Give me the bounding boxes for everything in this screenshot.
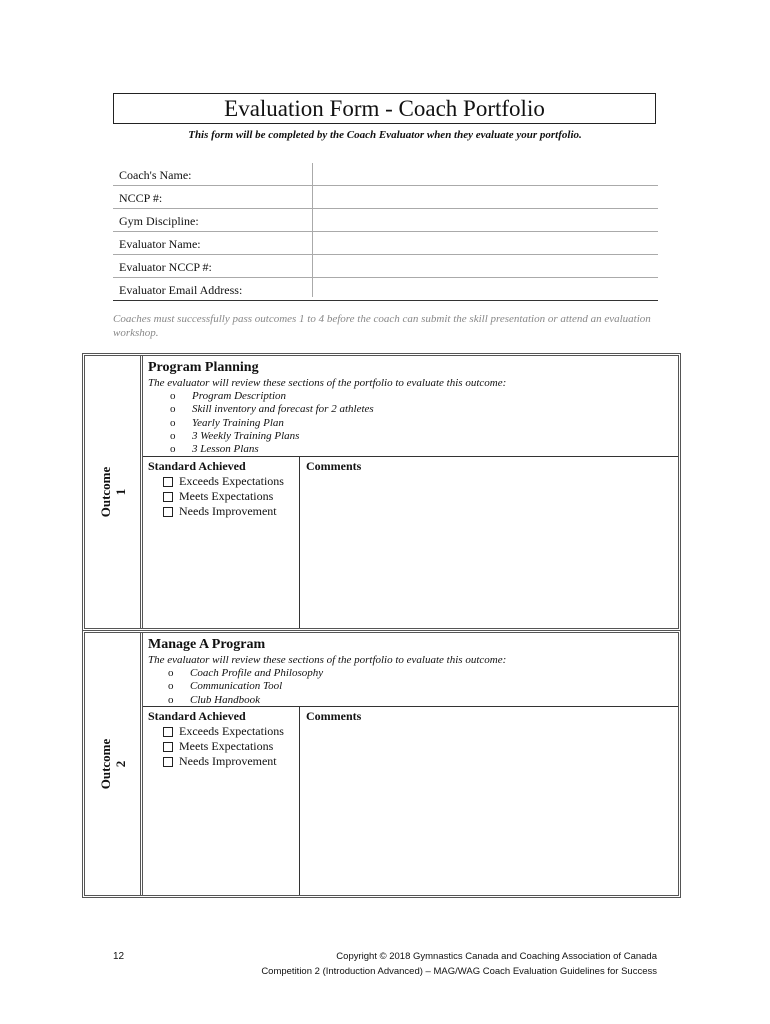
outcome-1-label xyxy=(98,467,128,518)
outcome-2-side xyxy=(85,633,143,895)
evaluator-nccp-label: Evaluator NCCP #: xyxy=(119,260,212,274)
page-number: 12 xyxy=(113,951,125,962)
outcome-1-title: Program Planning xyxy=(148,360,259,375)
item-text: Skill inventory and forecast for 2 athletes xyxy=(192,403,374,416)
option-needs-improvement[interactable] xyxy=(163,754,289,769)
list-item xyxy=(170,403,374,416)
item-text: 3 Lesson Plans xyxy=(192,443,259,456)
bullet-marker: o xyxy=(168,693,174,706)
outcome-2-column-divider xyxy=(299,706,300,895)
checkbox-icon[interactable] xyxy=(163,757,173,767)
item-text: 3 Weekly Training Plans xyxy=(192,429,300,442)
outcome-1-comments-label: Comments xyxy=(306,459,362,473)
option-meets[interactable] xyxy=(163,739,289,754)
option-label: Meets Expectations xyxy=(179,739,274,753)
list-item xyxy=(170,417,374,430)
coach-name-row[interactable] xyxy=(113,163,658,186)
outcome-2-title: Manage A Program xyxy=(148,637,266,652)
info-column-divider xyxy=(312,163,313,297)
bullet-marker: o xyxy=(170,416,176,429)
outcome-1-standard-options xyxy=(163,474,289,519)
outcome-1-column-divider xyxy=(299,456,300,628)
outcome-2-items xyxy=(168,667,323,707)
option-needs-improvement[interactable] xyxy=(163,504,289,519)
bullet-marker: o xyxy=(170,443,176,456)
outcome-2-section xyxy=(82,630,681,898)
outcome-2-standard-options xyxy=(163,724,289,769)
gym-discipline-label: Gym Discipline: xyxy=(119,214,199,228)
option-meets[interactable] xyxy=(163,489,289,504)
outcome-2-number: 2 xyxy=(112,760,128,768)
outcome-1-items xyxy=(170,390,374,456)
option-label: Meets Expectations xyxy=(179,489,274,503)
checkbox-icon[interactable] xyxy=(163,477,173,487)
bullet-marker: o xyxy=(170,429,176,442)
option-label: Needs Improvement xyxy=(179,754,277,768)
form-subtitle: This form will be completed by the Coach Evaluator when they evaluate your portfolio. xyxy=(188,129,582,141)
copyright-text: Copyright © 2018 Gymnastics Canada and Coaching Association of Canada xyxy=(336,951,657,962)
option-label: Exceeds Expectations xyxy=(179,474,284,488)
item-text: Club Handbook xyxy=(190,693,260,706)
outcome-1-label-text: Outcome xyxy=(97,466,113,518)
outcome-2-description: The evaluator will review these sections of the portfolio to evaluate this outcome: xyxy=(148,654,507,666)
checkbox-icon[interactable] xyxy=(163,492,173,502)
nccp-row[interactable] xyxy=(113,186,658,209)
option-exceeds[interactable] xyxy=(163,724,289,739)
page-title: Evaluation Form - Coach Portfolio xyxy=(113,93,656,124)
bullet-marker: o xyxy=(168,667,174,679)
outcome-2-label-text: Outcome xyxy=(97,738,113,790)
list-item xyxy=(168,680,323,693)
gym-discipline-row[interactable] xyxy=(113,209,658,232)
outcome-2-comments-label: Comments xyxy=(306,709,362,723)
bullet-marker: o xyxy=(168,680,174,693)
list-item xyxy=(170,443,374,456)
coach-info-table xyxy=(113,163,658,301)
outcome-1-number: 1 xyxy=(112,488,128,496)
outcome-1-section xyxy=(82,353,681,631)
evaluator-name-row[interactable] xyxy=(113,232,658,255)
option-exceeds[interactable] xyxy=(163,474,289,489)
item-text: Coach Profile and Philosophy xyxy=(190,667,324,679)
outcome-1-side xyxy=(85,356,143,628)
evaluator-nccp-row[interactable] xyxy=(113,255,658,278)
checkbox-icon[interactable] xyxy=(163,727,173,737)
outcome-2-separator xyxy=(143,706,678,707)
evaluator-name-label: Evaluator Name: xyxy=(119,237,201,251)
outcome-1-description: The evaluator will review these sections of the portfolio to evaluate this outcome: xyxy=(148,377,507,389)
checkbox-icon[interactable] xyxy=(163,742,173,752)
option-label: Needs Improvement xyxy=(179,504,277,518)
checkbox-icon[interactable] xyxy=(163,507,173,517)
nccp-label: NCCP #: xyxy=(119,191,163,205)
bullet-marker: o xyxy=(170,403,176,416)
outcome-2-content xyxy=(143,633,678,895)
guide-title: Competition 2 (Introduction Advanced) – MAG/WAG Coach Evaluation Guidelines for Success xyxy=(261,966,657,977)
evaluator-email-label: Evaluator Email Address: xyxy=(119,283,243,297)
bullet-marker: o xyxy=(170,390,176,402)
outcome-2-label xyxy=(98,739,128,790)
list-item xyxy=(170,390,374,403)
item-text: Yearly Training Plan xyxy=(192,416,284,429)
outcome-2-standard-label: Standard Achieved xyxy=(148,709,246,723)
item-text: Communication Tool xyxy=(190,680,283,693)
item-text: Program Description xyxy=(192,390,287,402)
option-label: Exceeds Expectations xyxy=(179,724,284,738)
prerequisite-note: Coaches must successfully pass outcomes 1 to 4 before the coach can submit the skill presentation or attend an evaluation workshop. xyxy=(113,313,651,339)
coach-name-label: Coach's Name: xyxy=(119,168,192,182)
evaluator-email-row[interactable] xyxy=(113,278,658,301)
list-item xyxy=(168,667,323,680)
outcome-1-standard-label: Standard Achieved xyxy=(148,459,246,473)
list-item xyxy=(168,694,323,707)
outcome-1-separator xyxy=(143,456,678,457)
outcome-1-content xyxy=(143,356,678,628)
list-item xyxy=(170,430,374,443)
